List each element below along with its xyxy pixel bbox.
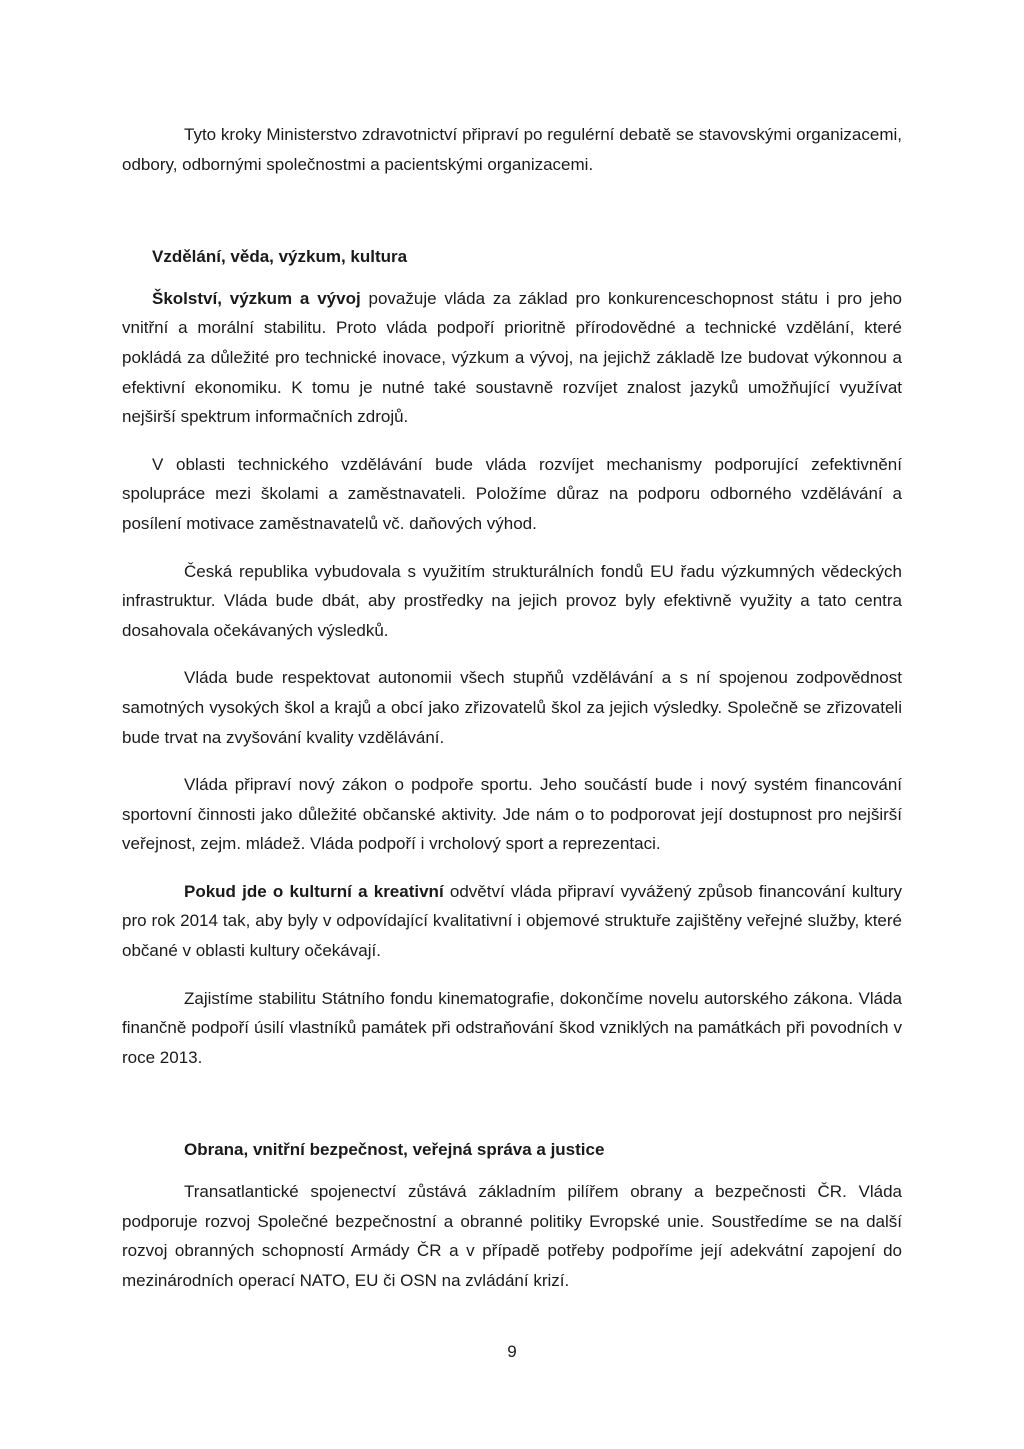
bold-lead-culture: Pokud jde o kulturní a kreativní	[184, 881, 444, 901]
section-heading-education: Vzdělání, věda, výzkum, kultura	[152, 247, 408, 267]
paragraph-defense: Transatlantické spojenectví zůstává základním pilířem obrany a bezpečnosti ČR. Vláda podporuje rozvoj Společné bezpečnostní a obranné politiky Evropské unie. Soustředíme se na další rozvoj obranných schopností Armády ČR a v případě potřeby podpoříme její adekvátní zapojení do mezinárodních operací NATO, EU či OSN na zvládání krizí.	[122, 1182, 902, 1290]
paragraph-education-research	[122, 284, 902, 432]
intro-paragraph: Tyto kroky Ministerstvo zdravotnictví připraví po regulérní debatě se stavovskými organizacemi, odbory, odbornými společnostmi a pacientskými organizacemi.	[122, 125, 902, 174]
paragraph-autonomy: Vláda bude respektovat autonomii všech stupňů vzdělávání a s ní spojenou zodpovědnost samotných vysokých škol a krajů a obcí jako zřizovatelů škol za jejich výsledky. Společně se zřizovateli bude trvat na zvyšování kvality vzdělávání.	[122, 668, 902, 747]
paragraph-technical-education: V oblasti technického vzdělávání bude vláda rozvíjet mechanismy podporující zefektivnění spolupráce mezi školami a zaměstnavateli. Položíme důraz na podporu odborného vzdělávání a posílení motivace zaměstnavatelů vč. daňových výhod.	[122, 454, 902, 533]
paragraph-culture	[122, 877, 902, 966]
paragraph-text: odvětví vláda připraví vyvážený způsob financování kultury pro rok 2014 tak, aby byly v odpovídající kvalitativní i objemové struktuře zajištěny veřejné služby, které občané v oblasti kultury očekávají.	[122, 881, 902, 961]
section-heading-defense: Obrana, vnitřní bezpečnost, veřejná správa a justice	[184, 1140, 605, 1160]
paragraph-sport: Vláda připraví nový zákon o podpoře sportu. Jeho součástí bude i nový systém financování sportovní činnosti jako důležité občanské aktivity. Jde nám o to podporovat její dostupnost pro nejširší veřejnost, zejm. mládež. Vláda podpoří i vrcholový sport a reprezentaci.	[122, 775, 902, 854]
paragraph-infrastructure: Česká republika vybudovala s využitím strukturálních fondů EU řadu výzkumných vědeckých infrastruktur. Vláda bude dbát, aby prostředky na jejich provoz byly efektivně využity a tato centra dosahovala očekávaných výsledků.	[122, 561, 902, 640]
bold-lead-education: Školství, výzkum a vývoj	[152, 288, 361, 308]
paragraph-text: považuje vláda za základ pro konkurenceschopnost státu i pro jeho vnitřní a morální stabilitu. Proto vláda podpoří prioritně přírodovědné a technické vzdělání, které pokládá za důležité pro technické inovace, výzkum a vývoj, na jejichž základě lze budovat výkonnou a efektivní ekonomiku. K tomu je nutné také soustavně rozvíjet znalost jazyků umožňující využívat nejširší spektrum informačních zdrojů.	[122, 288, 902, 427]
paragraph-cinematography: Zajistíme stabilitu Státního fondu kinematografie, dokončíme novelu autorského zákona. Vláda finančně podpoří úsilí vlastníků památek při odstraňování škod vzniklých na památkách při povodních v roce 2013.	[122, 988, 902, 1067]
document-page	[122, 120, 902, 1295]
page-number: 9	[507, 1342, 517, 1361]
